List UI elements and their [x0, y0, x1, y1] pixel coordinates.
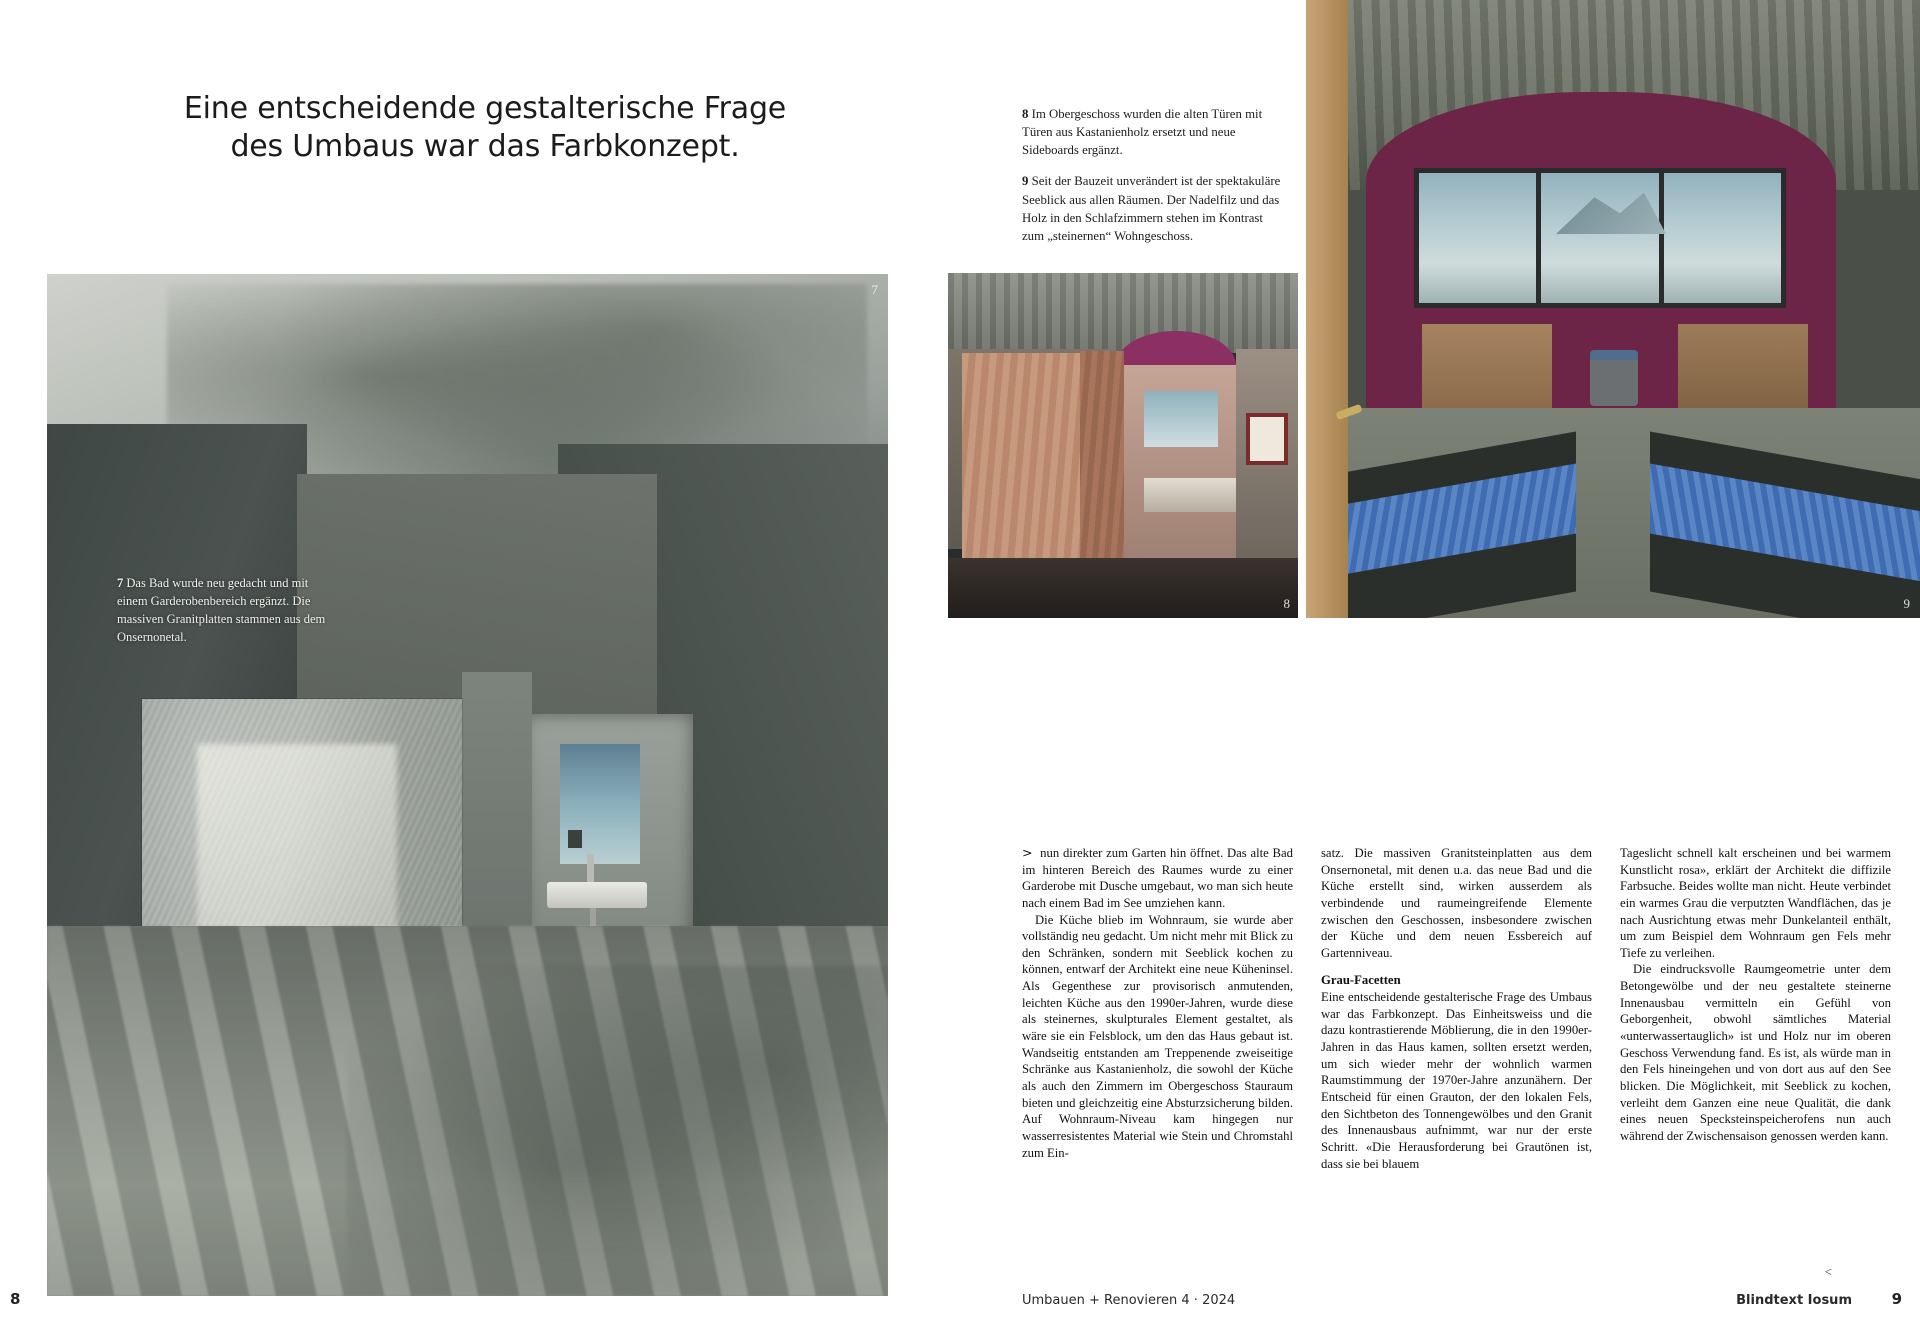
section-heading-grau-facetten: Grau-Facetten — [1321, 973, 1401, 988]
running-footer: Umbauen + Renovieren 4 · 2024 — [1022, 1293, 1236, 1308]
caption-figure-7-number: 7 — [117, 576, 124, 590]
pull-quote — [160, 90, 810, 167]
photo-bathroom-granite — [47, 274, 888, 1296]
body-text-columns — [1022, 845, 1892, 1265]
page-number-left: 8 — [10, 1290, 21, 1308]
window-band — [1414, 168, 1786, 308]
caption-figure-8-text: Im Obergeschoss wurden die alten Türen mit Türen aus Kastanienholz ersetzt und neue Sideboards ergänzt. — [1022, 107, 1263, 158]
body-column-1 — [1022, 845, 1293, 1265]
body-paragraph — [1022, 845, 1293, 912]
image-label-9: 9 — [1903, 596, 1910, 611]
sideboard-right — [1678, 324, 1808, 416]
end-of-article-mark: < — [1824, 1264, 1832, 1279]
pull-quote-line-2: des Umbaus war das Farbkonzept. — [230, 129, 740, 165]
image-label-7: 7 — [871, 282, 878, 297]
caption-figure-9 — [1022, 172, 1282, 245]
bedroom-window — [1144, 391, 1218, 447]
figure-notes — [1022, 105, 1282, 258]
caption-figure-7-text: Das Bad wurde neu gedacht und mit einem Garderobenbereich ergänzt. Die massiven Granitplatten stammen aus dem Onsernonetal. — [117, 576, 326, 645]
continuation-marker: > — [1022, 845, 1033, 860]
sideboard-left — [1422, 324, 1552, 416]
body-paragraph-text: nun direkter zum Garten hin öffnet. Das alte Bad im hinteren Bereich des Raumes wurde zu einer Garderobe mit Dusche umgebaut, wo man sich heute nach einem Bad im See umziehen kann. — [1022, 846, 1293, 910]
window-pane — [1419, 173, 1536, 303]
body-paragraph: Eine entscheidende gestalterische Frage des Umbaus war das Farbkonzept. Das Einheitsweiss und die dazu kontrastierende Möblierung, die in den 1990er-Jahren in das Haus kamen, sollten ersetzt werden, um sich wieder mehr der wohnlich warmen Raumstimmung der 1970er-Jahre anzunähern. Der Entscheid für einen Grauton, der den lokalen Fels, den Sichtbeton des Tonnengewölbes und den Granit des Innenausbaus aufnimmt, war nur der erste Schritt. «Die Herausforderung bei Grautönen ist, dass sie bei blauem — [1321, 990, 1592, 1171]
brand-footer: Blindtext Iosum — [1736, 1293, 1852, 1308]
chestnut-door — [1306, 0, 1348, 618]
dark-floor — [948, 558, 1298, 618]
window-pane — [1664, 173, 1781, 303]
image-label-8: 8 — [1283, 596, 1290, 611]
body-paragraph: Tageslicht schnell kalt erscheinen und bei warmem Kunstlicht rosa», erklärt der Architekt die diffizile Farbsuche. Beides wollte man nicht. Heute verbindet ein warmes Grau die verputzten Wandflächen, das je nach Ausrichtung etwas mehr Dunkelanteil enthält, um zum Beispiel dem Wohnraum gen Fels mehr Tiefe zu verleihen. — [1620, 846, 1891, 960]
page-number-right: 9 — [1891, 1290, 1902, 1308]
body-column-3 — [1620, 845, 1891, 1265]
bed — [1144, 478, 1240, 512]
body-column-2 — [1321, 845, 1592, 1265]
body-paragraph: Die Küche blieb im Wohnraum, sie wurde aber vollständig neu gedacht. Um nicht mehr mit Blick zu den Schränken, sondern mit Seeblick kochen zu können, entwarf der Architekt eine neue Küheninsel. Als Gegenthese zur provisorisch anmutenden, leichten Küche aus den 1990er-Jahren, wurde diese als steinernes, skulpturales Element gestaltet, als wäre sie ein Felsblock, um den das Haus gebaut ist. Wandseitig entstanden am Treppenende zweiseitige Schränke aus Kastanienholz, die sowohl der Küche als auch den Zimmern im Obergeschoss Stauraum bieten und gleichzeitig eine Absturzsicherung bilden. Auf Wohnraum-Niveau kam hingegen nur wasserresistentes Material wie Stein und Chromstahl zum Ein- — [1022, 912, 1293, 1160]
washbasin — [547, 882, 647, 908]
left-page — [0, 0, 935, 1330]
body-paragraph: Die eindrucksvolle Raumgeometrie unter dem Betongewölbe und der neu gestaltete steinerne Innenausbau vermitteln ein Gefühl von Geborgenheit, obwohl sämtliches Material «unterwassertauglich» ist und Holz nur im oberen Geschoss Verwendung fand. Es ist, als würde man in den Fels hineingehen und von dort aus auf den See blicken. Die Möglichkeit, mit Seeblick zu kochen, verleiht dem Ganzen eine neue Qualität, die dank eines neuen Specksteinspeicherofens nun auch während der Zwischensaison genossen werden kann. — [1620, 962, 1891, 1143]
pull-quote-line-1: Eine entscheidende gestalterische Frage — [183, 91, 787, 126]
floor-shadow — [347, 966, 888, 1296]
stool — [1590, 350, 1638, 406]
photo-bedroom-lake-view — [1306, 0, 1920, 618]
chestnut-door-panel-secondary — [1080, 351, 1124, 563]
window-pane — [1541, 173, 1658, 303]
chestnut-door-panel — [962, 353, 1080, 563]
caption-figure-9-text: Seit der Bauzeit unverändert ist der spektakuläre Seeblick aus allen Räumen. Der Nadelfilz und das Holz in den Schlafzimmern stehen im Kontrast zum „steinernen“ Wohngeschoss. — [1022, 174, 1281, 243]
body-paragraph: satz. Die massiven Granitsteinplatten aus dem Onsernonetal, mit denen u.a. das neue Bad und die Küche erstellt sind, wirken ausserdem als verbindende und raumeingreifende Elemente zwischen den Geschossen, insbesondere zwischen der Küche und dem neuen Essbereich auf Gartenniveau. — [1321, 846, 1592, 960]
caption-figure-8-number: 8 — [1022, 107, 1029, 121]
framed-picture — [1246, 413, 1288, 465]
caption-figure-7 — [117, 574, 332, 647]
light-switch — [568, 830, 582, 848]
caption-figure-8 — [1022, 105, 1282, 159]
caption-figure-9-number: 9 — [1022, 174, 1029, 189]
concrete-ceiling — [948, 273, 1298, 353]
photo-upper-floor-doors — [948, 273, 1298, 618]
